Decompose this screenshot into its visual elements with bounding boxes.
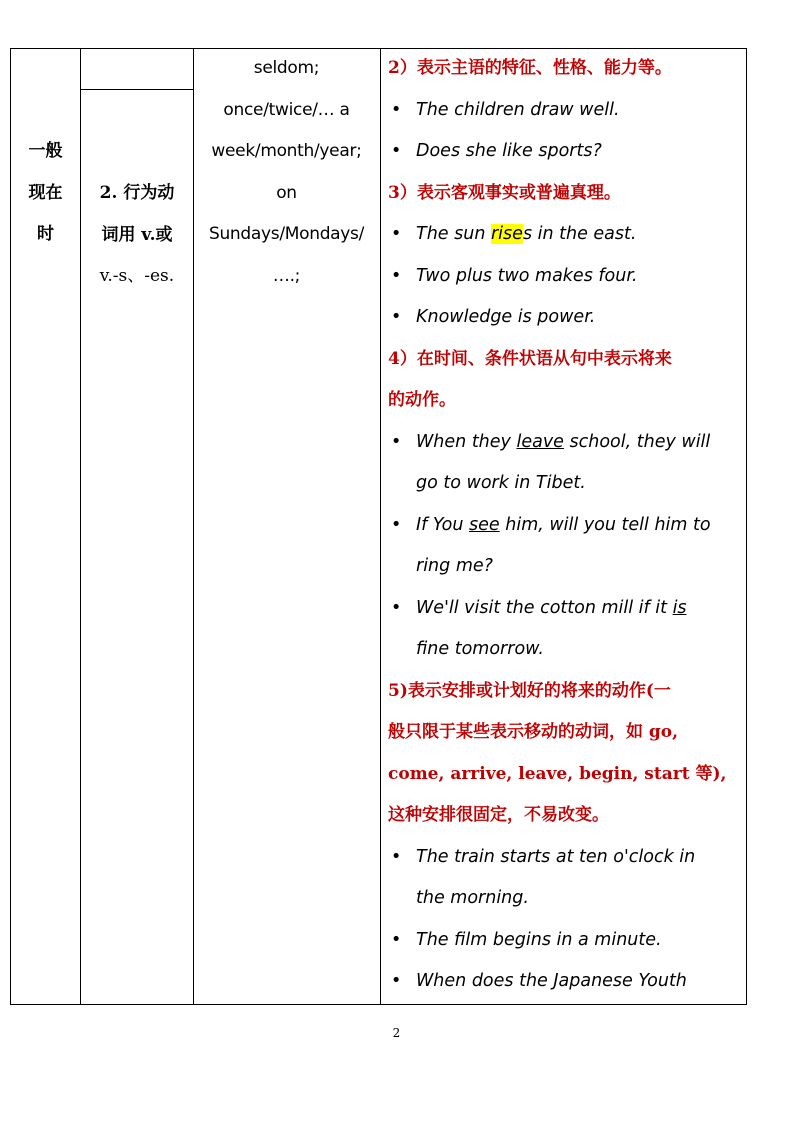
adverbials-cell [195, 48, 378, 297]
table-border-bottom [10, 1004, 747, 1005]
example-item [382, 837, 746, 879]
usage-heading-3: 3）表示客观事实或普遍真理。 [388, 182, 621, 203]
example-text: s in the east. [522, 224, 637, 244]
usage-heading-5-cont: 这种安排很固定，不易改变。 [388, 805, 609, 825]
adverbial-line: week/month/year; [211, 141, 362, 161]
table-divider-2 [193, 48, 194, 1005]
highlighted-word: rise [490, 224, 523, 244]
table-border-right [746, 48, 747, 1005]
verb-form-cell [81, 173, 193, 298]
example-text: The film begins in a minute. [416, 929, 662, 950]
usage-heading-4: 4）在时间、条件状语从句中表示将来 [388, 348, 672, 369]
example-text: Two plus two makes four. [416, 265, 638, 286]
verb-form-line: v.-s、-es. [99, 266, 175, 286]
example-text: The children draw well. [416, 99, 620, 120]
example-item [382, 505, 746, 547]
tense-label [11, 131, 80, 256]
example-text: Knowledge is power. [416, 307, 596, 327]
verb-form-line: 词用 v.或 [101, 224, 173, 245]
bullet-icon: • [391, 929, 402, 950]
tense-line: 现在 [28, 182, 63, 203]
underlined-word: see [469, 514, 500, 535]
bullet-icon: • [391, 99, 402, 120]
bullet-icon: • [391, 597, 402, 618]
example-continuation: fine tomorrow. [416, 639, 544, 659]
verb-form-line: 2. 行为动 [99, 183, 175, 203]
example-text: When does the Japanese Youth [416, 971, 687, 991]
example-item [382, 422, 746, 464]
bullet-icon: • [391, 514, 402, 535]
usage-cell [382, 48, 746, 1003]
bullet-icon: • [391, 971, 402, 991]
example-item [382, 256, 746, 298]
usage-heading-5-cont: 般只限于某些表示移动的动词，如 go, [388, 722, 679, 742]
example-text: The train starts at ten o'clock in [416, 846, 696, 867]
bullet-icon: • [391, 846, 402, 867]
usage-heading-4-cont: 的动作。 [388, 390, 456, 410]
underlined-word: leave [516, 431, 564, 452]
example-continuation: ring me? [416, 556, 493, 576]
tense-line: 一般 [28, 141, 63, 161]
example-text: school, they will [563, 431, 711, 452]
table-divider-3 [380, 48, 381, 1005]
usage-heading-2: 2）表示主语的特征、性格、能力等。 [388, 58, 672, 78]
usage-heading-5-cont: come, arrive, leave, begin, start 等), [388, 763, 727, 784]
adverbial-line: seldom; [253, 58, 320, 78]
usage-heading-5: 5)表示安排或计划好的将来的动作(一 [388, 680, 671, 701]
example-item [382, 131, 746, 173]
adverbial-line: ….; [272, 265, 301, 286]
adverbial-line: on [276, 182, 297, 203]
example-text: If You [416, 514, 470, 535]
bullet-icon: • [391, 141, 402, 161]
example-item [382, 920, 746, 962]
page-number: 2 [392, 1026, 401, 1040]
example-item [382, 961, 746, 1003]
example-text: When they [416, 431, 517, 452]
example-continuation: go to work in Tibet. [416, 473, 586, 493]
bullet-icon: • [391, 431, 402, 452]
example-text: Does she like sports? [416, 141, 602, 161]
underlined-word: is [672, 597, 687, 618]
bullet-icon: • [391, 265, 402, 286]
example-item [382, 588, 746, 630]
bullet-icon: • [391, 224, 402, 244]
example-continuation: the morning. [416, 888, 529, 908]
example-text: him, will you tell him to [499, 514, 711, 535]
table-row-divider [80, 89, 194, 90]
adverbial-line: once/twice/… a [223, 99, 350, 120]
example-text: We'll visit the cotton mill if it [416, 597, 673, 618]
example-text: The sun [416, 224, 491, 244]
example-item [382, 214, 746, 256]
bullet-icon: • [391, 307, 402, 327]
example-item [382, 297, 746, 339]
tense-line: 时 [37, 224, 54, 244]
adverbial-line: Sundays/Mondays/ [208, 224, 365, 244]
example-item [382, 90, 746, 132]
